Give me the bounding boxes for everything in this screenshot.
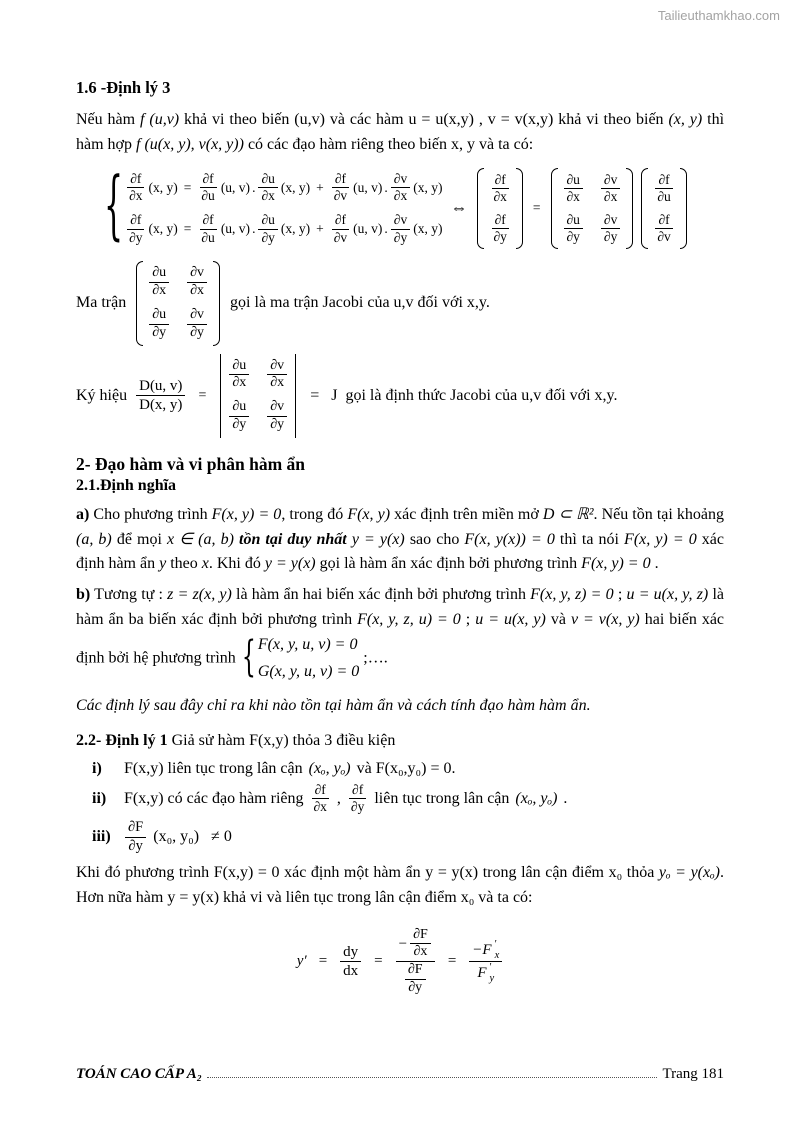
footer-book-title: TOÁN CAO CẤP A₂ <box>76 1066 202 1082</box>
prime-subscript <box>490 962 495 984</box>
math-run: F(x, y) = 0 <box>624 530 697 548</box>
fraction <box>348 782 367 815</box>
subscript-y: y <box>489 973 495 985</box>
math-arg: (x, y) <box>148 221 178 237</box>
fraction-denominator <box>401 962 430 997</box>
fraction <box>469 939 502 984</box>
fraction <box>490 212 509 245</box>
math-run: −F <box>472 942 492 959</box>
condition-i <box>92 760 724 778</box>
system-rows <box>125 171 442 246</box>
text-run: khả vi theo biến (u,v) và các hàm u = u(x,y) , v = v(x,y) khả vi theo biến <box>179 111 669 128</box>
fraction-denominator: ∂u <box>201 188 215 204</box>
fraction-numerator: ∂v <box>391 212 410 229</box>
fraction-denominator: ∂y <box>270 416 285 432</box>
text-run: Ký hiệu <box>76 386 128 404</box>
fraction <box>149 265 169 300</box>
fraction-numerator: ∂f <box>492 172 509 189</box>
text-run: ;…. <box>359 649 388 667</box>
fraction-denominator: ∂x <box>190 283 205 299</box>
fraction <box>126 171 145 204</box>
item-label-a: a) <box>76 505 90 523</box>
right-paren <box>516 168 523 250</box>
text-run: Nếu hàm <box>76 111 141 128</box>
fraction-numerator: ∂u <box>564 212 583 229</box>
math-run: (x, y) <box>668 111 703 128</box>
multiply-dot: . <box>384 221 388 237</box>
fraction-denominator <box>474 962 497 984</box>
text-run: ; <box>613 586 627 604</box>
fraction-numerator: ∂f <box>127 212 144 229</box>
item-label-ii: ii) <box>92 789 107 807</box>
math-run: f (u(x, y), v(x, y)) <box>136 135 244 153</box>
text-run: . Nếu tồn tại khoảng <box>593 505 724 523</box>
vector-entries <box>487 168 512 250</box>
paragraph-theorem1-intro <box>76 729 724 754</box>
text-run: và <box>545 610 571 628</box>
gradient-vector-xy <box>477 168 522 250</box>
prime-subscript <box>495 939 500 961</box>
fraction-denominator: ∂x <box>413 944 428 960</box>
fraction-denominator: ∂y <box>128 837 143 854</box>
fraction <box>391 171 410 204</box>
math-arg: (u, v) <box>220 221 251 237</box>
fraction <box>310 782 329 815</box>
fraction <box>391 212 410 245</box>
math-run: (xₒ, yₒ) <box>515 789 558 807</box>
fraction-denominator: ∂y <box>350 799 365 815</box>
fraction-denominator: D(x, y) <box>139 397 183 414</box>
fraction-numerator: ∂f <box>349 782 366 799</box>
heading-2: 2- Đạo hàm và vi phân hàm ẩn <box>76 453 306 474</box>
left-bar <box>220 354 221 438</box>
text-run: F(x,y) liên tục trong lân cận <box>124 759 303 777</box>
math-run: (xₒ, yₒ) <box>308 759 351 777</box>
equals-sign: = <box>532 200 541 216</box>
right-bar <box>295 354 296 438</box>
math-arg: (x, y) <box>280 179 311 195</box>
fraction-numerator: ∂u <box>149 307 169 325</box>
fraction <box>564 172 583 205</box>
fraction-denominator: ∂y <box>408 980 423 996</box>
text-run: để mọi <box>111 530 167 548</box>
equation-row-dfdy <box>125 212 442 245</box>
equals-sign: = <box>198 387 207 403</box>
fraction <box>229 399 249 434</box>
text-run: . <box>563 789 568 807</box>
text-run: gọi là hàm ẩn xác định bởi phương trình <box>315 555 582 573</box>
vector-entries <box>651 168 676 250</box>
math-run: u = u(x, y) <box>475 610 546 628</box>
math-run: y = y(x) <box>264 555 316 573</box>
text-run: hai biến xác định bởi hệ phương trình <box>76 610 725 667</box>
footer-dotted-leader <box>207 1077 658 1078</box>
fraction-numerator: ∂u <box>258 212 277 229</box>
fraction <box>601 212 620 245</box>
jacobian-matrix <box>136 261 220 345</box>
fraction <box>187 265 207 300</box>
paragraph-conclusion <box>76 861 724 911</box>
item-label-b: b) <box>76 586 91 604</box>
text-run: là hàm ẩn ba biến xác định bởi phương trình <box>76 586 725 628</box>
plus-sign: + <box>316 221 324 237</box>
condition-iii <box>92 819 724 855</box>
fraction-numerator: ∂F <box>410 927 431 945</box>
fraction-denominator: ∂y <box>190 324 205 340</box>
fraction-denominator: ∂x <box>152 283 167 299</box>
fraction-denominator: ∂v <box>657 229 671 245</box>
equals-sign: = <box>310 386 320 404</box>
multiply-dot: . <box>384 179 388 195</box>
left-paren <box>551 168 558 250</box>
gradient-vector-uv <box>641 168 686 250</box>
math-run: f (u,v) <box>140 111 180 128</box>
fraction-numerator: ∂v <box>391 171 410 188</box>
page-footer <box>76 1066 724 1083</box>
math-run: x ∈ (a, b) <box>166 530 239 548</box>
fraction-numerator: ∂u <box>564 172 583 189</box>
fraction <box>267 358 287 393</box>
fraction <box>405 962 426 997</box>
math-arg: (x, y) <box>280 221 311 237</box>
fraction-numerator: D(u, v) <box>136 377 185 396</box>
math-run: F(x, y) = 0 <box>581 555 651 573</box>
fraction-numerator: ∂u <box>149 265 169 283</box>
text-run: Giả sử hàm F(x,y) thỏa 3 điều kiện <box>167 732 396 750</box>
equals-sign: = <box>374 953 383 970</box>
math-arg: (x, y) <box>413 221 443 237</box>
fraction-numerator: ∂F <box>405 962 426 980</box>
fraction-denominator: ∂x <box>603 188 618 204</box>
fraction <box>258 171 277 204</box>
fraction-numerator <box>469 939 502 962</box>
fraction-denominator: ∂x <box>261 188 275 204</box>
fraction <box>654 172 673 205</box>
text-run: gọi là định thức Jacobi của u,v đối với x,y. <box>345 386 618 404</box>
math-run: u = u(x, y, z) <box>626 586 709 604</box>
jacobian-matrix-sentence <box>76 261 724 345</box>
minus-sign: − <box>398 935 408 952</box>
fraction-denominator: ∂y <box>603 229 618 245</box>
fraction <box>654 212 673 245</box>
fraction-denominator: ∂y <box>493 229 507 245</box>
fraction <box>229 358 249 393</box>
fraction-numerator: ∂u <box>229 358 249 376</box>
footer-page-number: Trang 181 <box>662 1066 724 1082</box>
text-run: theo <box>166 555 202 573</box>
fraction-numerator: ∂u <box>229 399 249 417</box>
paragraph-definition-a <box>76 503 724 577</box>
equation-system <box>102 163 443 251</box>
fraction-denominator: ∂x <box>313 799 327 815</box>
fraction <box>564 212 583 245</box>
fraction-numerator: ∂f <box>127 171 144 188</box>
text-run: . <box>650 555 659 573</box>
fraction <box>410 927 431 962</box>
fraction <box>331 171 350 204</box>
math-run: F <box>477 965 487 982</box>
math-run: y <box>159 555 167 573</box>
fraction-denominator: ∂v <box>333 188 348 204</box>
fraction-numerator: ∂f <box>655 172 672 189</box>
fraction-denominator: ∂x <box>493 188 507 204</box>
fraction <box>601 172 620 205</box>
left-brace: { <box>241 633 256 682</box>
text-run: có các đạo hàm riêng theo biến x, y và ta có: <box>243 135 534 153</box>
equation-system-fg <box>240 633 359 685</box>
fraction-denominator: ∂x <box>232 375 247 391</box>
paragraph-theorem3-intro <box>76 108 724 158</box>
text-run: , trong đó <box>281 505 348 523</box>
jacobian-symbol: J <box>331 386 338 404</box>
fraction-numerator: ∂f <box>312 782 329 799</box>
prime-mark: ′ <box>494 939 497 951</box>
fraction-denominator: ∂y <box>129 229 143 245</box>
implicit-derivative-formula <box>76 927 724 997</box>
condition-ii <box>92 782 724 815</box>
heading-1-6: 1.6 -Định lý 3 <box>76 78 171 97</box>
fraction <box>149 307 169 342</box>
math-run: yₒ = y(xₒ) <box>658 864 720 882</box>
math-run: z = z(x, y) <box>167 586 232 604</box>
fraction-numerator: ∂v <box>187 265 207 283</box>
jacobian-determinant-sentence <box>76 354 724 438</box>
fraction-numerator: ∂f <box>332 171 349 188</box>
text-run: . Khi đó <box>208 555 265 573</box>
fraction <box>331 212 350 245</box>
fraction-denominator: ∂x <box>393 188 408 204</box>
text-run: gọi là ma trận Jacobi của u,v đối với x,y. <box>230 294 490 312</box>
fraction <box>125 819 146 855</box>
math-arg: (u, v) <box>353 179 383 195</box>
multiply-dot: . <box>252 179 256 195</box>
subscript-x: x <box>494 950 500 962</box>
fraction-numerator <box>396 927 435 963</box>
fraction-numerator: ∂u <box>258 171 277 188</box>
fraction-numerator: ∂f <box>200 171 217 188</box>
text-run: là hàm ẩn hai biến xác định bởi phương trình <box>231 586 531 604</box>
right-paren <box>626 168 633 250</box>
fraction-denominator: ∂y <box>232 416 247 432</box>
text-run: và F(x₀,y₀) = 0. <box>356 759 456 777</box>
fraction-denominator: ∂u <box>657 188 671 204</box>
left-paren <box>136 261 143 345</box>
fraction <box>187 307 207 342</box>
fraction <box>490 172 509 205</box>
fraction-denominator: ∂y <box>566 229 580 245</box>
fraction-numerator: ∂f <box>655 212 672 229</box>
text-run: liên tục trong lân cận <box>374 789 510 807</box>
fraction-numerator: ∂v <box>601 212 620 229</box>
matrix-entries <box>561 168 624 250</box>
fraction-denominator: ∂y <box>152 324 167 340</box>
system-equation-f: F(x, y, u, v) = 0 <box>257 635 358 653</box>
jacobian-determinant <box>220 354 296 438</box>
text-run: F(x,y) có các đạo hàm riêng <box>124 789 304 807</box>
item-label-i: i) <box>92 759 102 777</box>
equation-row-dfdx <box>125 171 442 204</box>
text-run: Khi đó phương trình F(x,y) = 0 xác định một hàm ẩn y = y(x) trong lân cận điểm x₀ thỏa <box>76 864 659 882</box>
paragraph-note: Các định lý sau đây chỉ ra khi nào tồn tại hàm ẩn và cách tính đạo hàm hàm ẩn. <box>76 697 591 715</box>
math-run: F(x, y) <box>347 505 391 523</box>
equals-sign: = <box>318 953 328 970</box>
fraction-denominator: ∂x <box>566 188 580 204</box>
right-paren <box>213 261 220 345</box>
jacobian-matrix <box>551 168 634 250</box>
math-run: v = v(x, y) <box>570 610 640 628</box>
left-brace: { <box>104 163 124 251</box>
right-paren <box>680 168 687 250</box>
system-equation-g: G(x, y, u, v) = 0 <box>257 662 360 680</box>
fraction <box>258 212 277 245</box>
text-run: . Hơn nữa hàm y = y(x) khả vi và liên tục trong lân cận điểm x₀ và ta có: <box>76 864 724 906</box>
y-prime: y′ <box>296 953 307 970</box>
equals-sign: = <box>447 953 457 970</box>
fraction-numerator: dy <box>340 943 361 962</box>
math-arg: (x₀, y₀) <box>153 828 200 846</box>
big-fraction <box>396 927 435 997</box>
math-arg: (u, v) <box>353 221 383 237</box>
fraction-denominator: ∂y <box>393 229 408 245</box>
multiply-dot: . <box>252 221 256 237</box>
fraction-denominator: dx <box>343 963 359 980</box>
fraction <box>198 212 217 245</box>
fraction <box>267 399 287 434</box>
text-run: Cho phương trình <box>89 505 212 523</box>
fraction-numerator: ∂F <box>125 819 146 837</box>
math-run: D ⊂ ℝ² <box>542 505 594 523</box>
fraction-numerator: ∂v <box>187 307 207 325</box>
math-run: y = y(x) <box>351 530 405 548</box>
math-arg: (x, y) <box>148 179 178 195</box>
equation-chain-rule <box>102 163 724 251</box>
text-run: ≠ 0 <box>211 828 232 846</box>
fraction-numerator: ∂f <box>332 212 349 229</box>
text-run: thì ta nói <box>554 530 625 548</box>
text-run: Tương tự : <box>90 586 168 604</box>
math-run: F(x, y, z, u) = 0 <box>357 610 461 628</box>
watermark: Tailieuthamkhao.com <box>657 8 780 23</box>
fraction <box>126 212 145 245</box>
fraction-denominator: ∂x <box>129 188 143 204</box>
math-arg: (x, y) <box>413 179 443 195</box>
fraction-denominator: ∂u <box>201 229 215 245</box>
left-paren <box>641 168 648 250</box>
math-run: (a, b) <box>76 530 112 548</box>
text-run: xác định hàm ẩn <box>76 530 725 573</box>
math-run: F(x, y) = 0 <box>211 505 282 523</box>
paragraph-definition-b <box>76 583 724 684</box>
fraction-denominator: ∂v <box>333 229 348 245</box>
fraction <box>136 377 185 414</box>
fraction-denominator: ∂y <box>261 229 275 245</box>
fraction-numerator: ∂v <box>267 358 287 376</box>
equals-sign: = <box>183 179 192 195</box>
item-label-iii: iii) <box>92 828 111 846</box>
plus-sign: + <box>316 179 324 195</box>
equals-sign: = <box>183 221 192 237</box>
math-arg: (u, v) <box>220 179 251 195</box>
math-run: x <box>201 555 209 573</box>
matrix-entries <box>146 261 210 345</box>
text-run: thì hàm hợp <box>76 111 725 153</box>
prime-mark: ′ <box>489 962 492 974</box>
left-paren <box>477 168 484 250</box>
fraction <box>340 943 361 980</box>
text-run: Ma trận <box>76 294 127 312</box>
text-run: ; <box>460 610 476 628</box>
fraction-denominator: ∂x <box>270 375 285 391</box>
emphasis-run: tồn tại duy nhất <box>239 530 347 548</box>
heading-2-1: 2.1.Định nghĩa <box>76 476 177 494</box>
fraction <box>198 171 217 204</box>
math-run: F(x, y(x)) = 0 <box>464 530 555 548</box>
text-run: , <box>336 789 341 807</box>
fraction-numerator: ∂f <box>200 212 217 229</box>
math-run: F(x, y, z) = 0 <box>530 586 614 604</box>
fraction-numerator: ∂v <box>267 399 287 417</box>
iff-symbol: ⇔ <box>450 198 468 218</box>
fraction-numerator: ∂v <box>601 172 620 189</box>
heading-2-2: 2.2- Định lý 1 <box>76 732 168 750</box>
fraction-numerator: ∂f <box>492 212 509 229</box>
text-run: xác định trên miền mở <box>390 505 543 523</box>
text-run: sao cho <box>404 530 465 548</box>
determinant-entries <box>226 354 290 438</box>
